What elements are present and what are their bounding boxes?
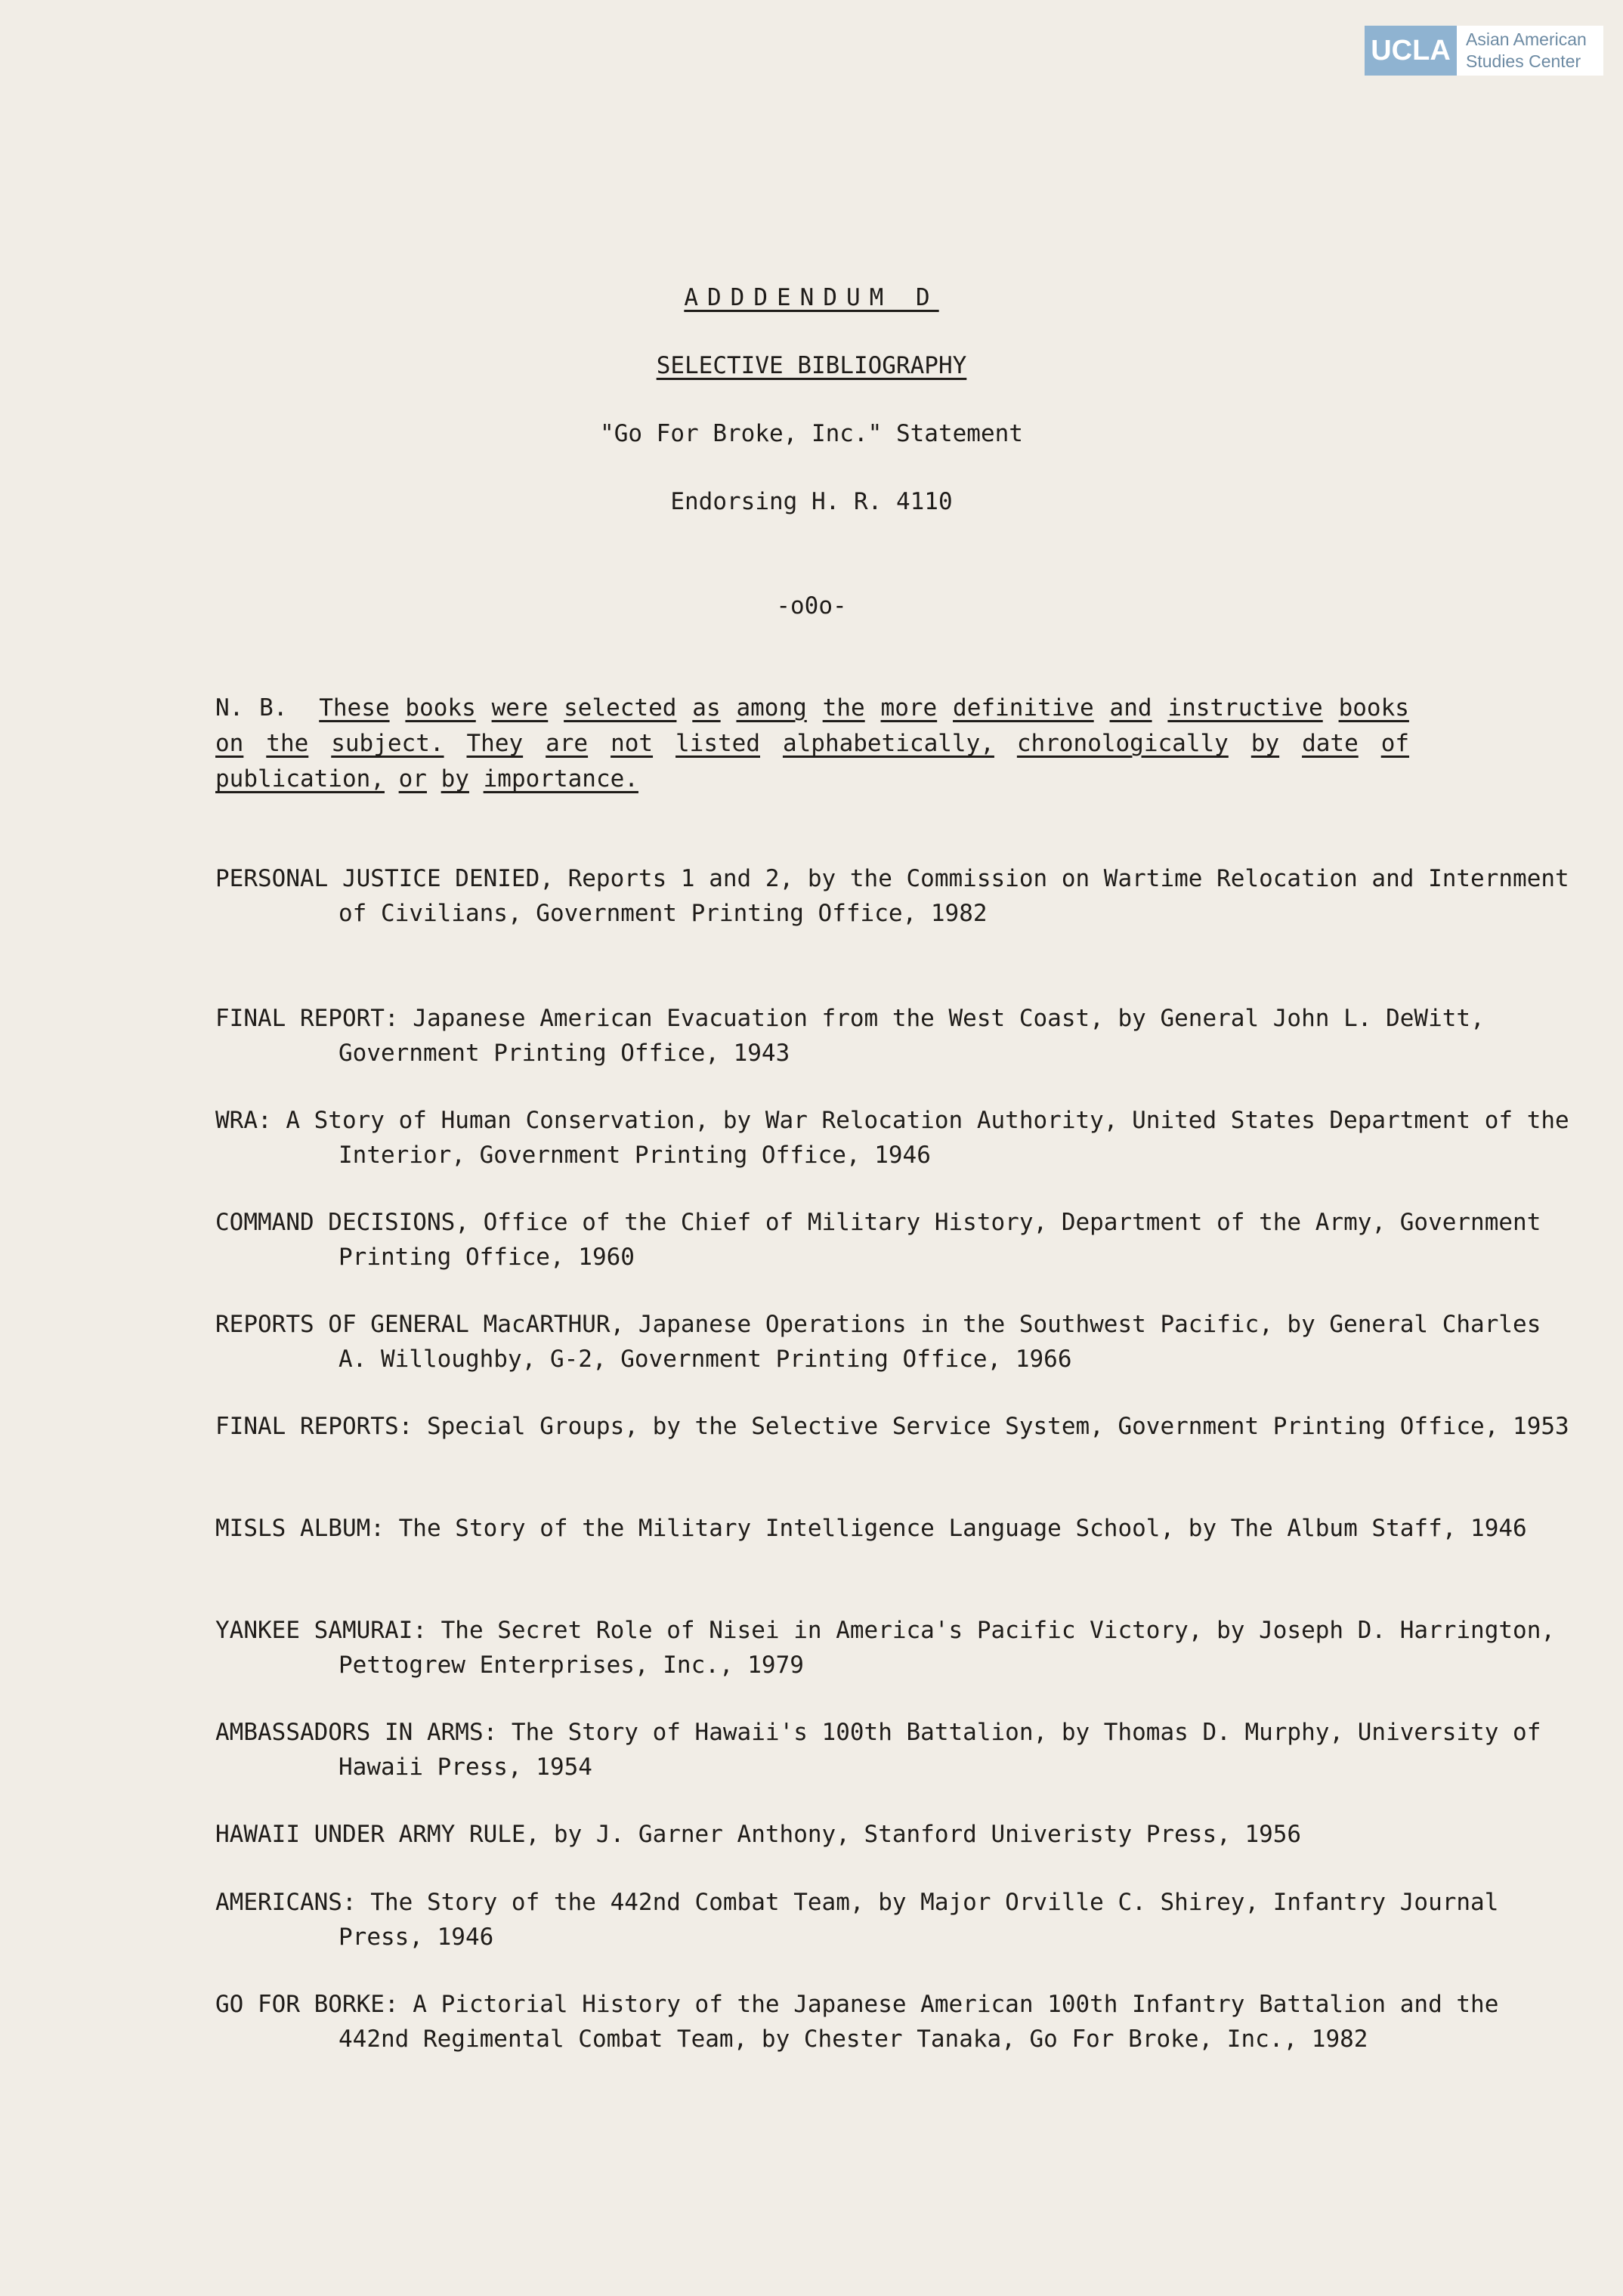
nb-word: by (1250, 730, 1280, 757)
nb-word: chronologically (1016, 730, 1229, 757)
nb-word: were (491, 694, 549, 722)
nb-word: alphabetically, (782, 730, 994, 757)
list-item: GO FOR BORKE: A Pictorial History of the Japanese American 100th Infantry Battalion and the 442nd Regimental Combat Team, by Chester Tanaka, Go For Broke, Inc., 1982 (215, 1991, 1499, 2053)
nb-word: not (611, 730, 654, 757)
list-item: WRA: A Story of Human Conservation, by War Relocation Authority, United States Department of the Interior, Government Printing Office, 1946 (215, 1107, 1569, 1169)
list-item: FINAL REPORT: Japanese American Evacuation from the West Coast, by General John L. DeWitt, Government Printing Office, 1943 (215, 1005, 1485, 1067)
ucla-logo-mark: UCLA (1365, 26, 1457, 76)
bibliography-heading: SELECTIVE BIBLIOGRAPHY (656, 352, 967, 379)
nb-word: They (466, 730, 524, 757)
nb-word: by (441, 765, 469, 793)
list-item: MISLS ALBUM: The Story of the Military Intelligence Language School, by The Album Staff, 1946 (215, 1515, 1527, 1542)
list-item: FINAL REPORTS: Special Groups, by the Selective Service System, Government Printing Office, 1953 (215, 1413, 1569, 1440)
nb-word: These (319, 694, 390, 722)
list-item: YANKEE SAMURAI: The Secret Role of Nisei in America's Pacific Victory, by Joseph D. Harrington, Pettogrew Enterprises, Inc., 1979 (215, 1617, 1556, 1679)
section-divider: -o0o- (776, 592, 847, 620)
addendum-title: ADDDENDUM D (684, 284, 939, 311)
nb-text (215, 694, 1409, 793)
nb-word: and (1109, 694, 1152, 722)
list-item: AMERICANS: The Story of the 442nd Combat Team, by Major Orville C. Shirey, Infantry Journal Press, 1946 (215, 1889, 1499, 1951)
org-name: Asian American Studies Center (1457, 26, 1603, 76)
list-item: REPORTS OF GENERAL MacARTHUR, Japanese Operations in the Southwest Pacific, by General Charles A. Willoughby, G-2, Government Printing Office, 1966 (215, 1311, 1541, 1373)
nb-word: are (546, 730, 589, 757)
nb-word: subject. (331, 730, 444, 757)
nb-word: the (266, 730, 309, 757)
list-item: HAWAII UNDER ARMY RULE, by J. Garner Anthony, Stanford Univeristy Press, 1956 (215, 1821, 1302, 1848)
nb-word: date (1302, 730, 1359, 757)
nb-word: books (1338, 694, 1409, 722)
nb-prefix: N. B. (215, 694, 288, 722)
statement-line: "Go For Broke, Inc." Statement (600, 420, 1023, 447)
endorsing-line: Endorsing H. R. 4110 (670, 488, 953, 515)
list-item: PERSONAL JUSTICE DENIED, Reports 1 and 2, by the Commission on Wartime Relocation and Internment of Civilians, Government Printing Office, 1982 (215, 865, 1569, 927)
nb-word: importance. (483, 765, 638, 793)
nb-word: selected (564, 694, 677, 722)
nb-word: listed (675, 730, 760, 757)
nb-word: publication, (215, 765, 385, 793)
nb-word: the (822, 694, 865, 722)
nb-word: more (880, 694, 938, 722)
nb-word: instructive (1167, 694, 1323, 722)
nb-word: of (1380, 730, 1410, 757)
nb-word: books (405, 694, 476, 722)
nb-word: definitive (953, 694, 1094, 722)
list-item: COMMAND DECISIONS, Office of the Chief of Military History, Department of the Army, Government Printing Office, 1960 (215, 1209, 1541, 1271)
list-item: AMBASSADORS IN ARMS: The Story of Hawaii's 100th Battalion, by Thomas D. Murphy, University of Hawaii Press, 1954 (215, 1719, 1541, 1781)
ucla-aasc-logo (1365, 26, 1603, 76)
nb-word: as (692, 694, 721, 722)
nb-word: on (215, 730, 244, 757)
nb-word: among (736, 694, 807, 722)
nb-word: or (398, 765, 427, 793)
nota-bene (215, 691, 1409, 797)
